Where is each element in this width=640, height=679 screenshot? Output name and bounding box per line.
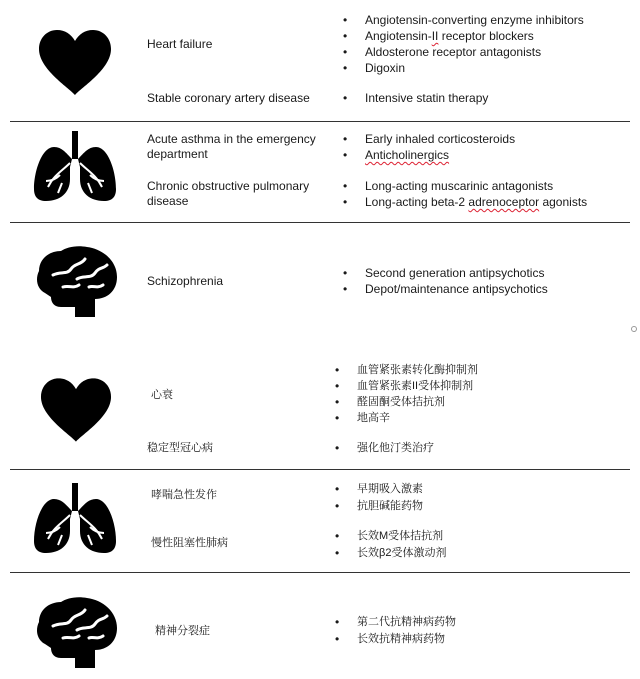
- treatment-item: • 长效M受体拮抗剂: [357, 529, 443, 545]
- decorative-dot: [631, 326, 637, 332]
- condition-acute-asthma: Acute asthma in the emergency department: [147, 132, 316, 161]
- condition-schizophrenia-zh: 精神分裂症: [155, 625, 210, 637]
- condition-heart-failure-zh: 心衰: [151, 389, 173, 401]
- divider: [10, 469, 630, 470]
- divider: [10, 121, 630, 122]
- treatment-item: • Angiotensin-II receptor blockers: [365, 29, 534, 45]
- treatment-item: • 长效β2受体激动剂: [357, 546, 446, 562]
- treatment-item: • 地高辛: [357, 411, 390, 427]
- treatment-item: • Angiotensin-converting enzyme inhibitors: [365, 13, 584, 29]
- treatment-item: • 抗胆碱能药物: [357, 499, 423, 515]
- heart-icon: [40, 377, 112, 443]
- treatment-item: • 早期吸入激素: [357, 482, 423, 498]
- condition-schizophrenia: Schizophrenia: [147, 274, 224, 288]
- condition-copd-zh: 慢性阻塞性肺病: [151, 537, 228, 549]
- treatment-item: • Aldosterone receptor antagonists: [365, 45, 541, 61]
- treatment-item: • 长效抗精神病药物: [357, 632, 445, 648]
- treatment-item: • Anticholinergics: [365, 148, 449, 164]
- treatment-item: • Second generation antipsychotics: [365, 266, 544, 282]
- heart-icon: [38, 29, 112, 96]
- brain-icon: [33, 596, 119, 670]
- treatment-item: • Early inhaled corticosteroids: [365, 132, 515, 148]
- treatment-item: • 强化他汀类治疗: [357, 441, 434, 457]
- treatment-item: • 第二代抗精神病药物: [357, 615, 456, 631]
- condition-stable-cad: Stable coronary artery disease: [147, 91, 310, 105]
- lungs-icon: [32, 483, 118, 553]
- treatment-item: • Digoxin: [365, 61, 405, 77]
- condition-stable-cad-zh: 稳定型冠心病: [147, 442, 213, 454]
- brain-icon: [33, 245, 119, 319]
- treatment-item: • Long-acting muscarinic antagonists: [365, 179, 553, 195]
- treatment-item: • Depot/maintenance antipsychotics: [365, 282, 548, 298]
- treatment-item: • Intensive statin therapy: [365, 91, 488, 107]
- treatment-item: • 血管紧张素II受体抑制剂: [357, 379, 473, 395]
- lungs-icon: [32, 131, 118, 201]
- treatment-item: • 血管紧张素转化酶抑制剂: [357, 363, 478, 379]
- condition-copd: Chronic obstructive pulmonary disease: [147, 179, 310, 208]
- condition-acute-asthma-zh: 哮喘急性发作: [151, 489, 217, 501]
- treatment-item: • 醛固酮受体拮抗剂: [357, 395, 445, 411]
- treatment-item: • Long-acting beta-2 adrenoceptor agonists: [365, 195, 587, 211]
- divider: [10, 572, 630, 573]
- divider: [10, 222, 630, 223]
- condition-heart-failure: Heart failure: [147, 37, 213, 51]
